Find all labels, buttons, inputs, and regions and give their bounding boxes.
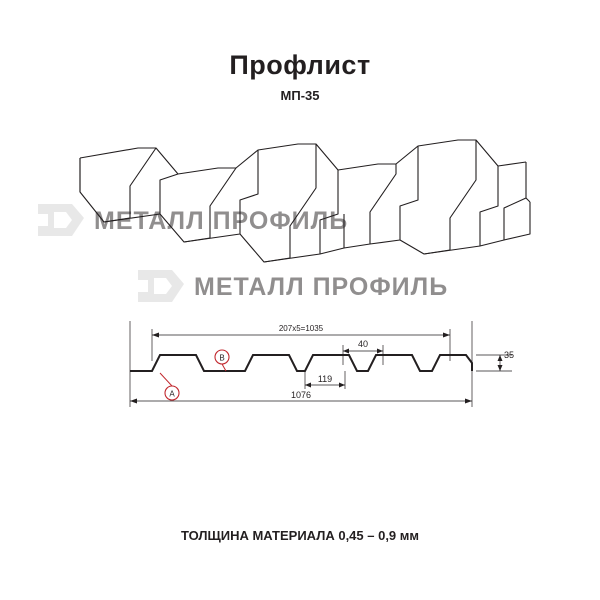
callout-a-leader	[160, 373, 172, 386]
product-code: МП-35	[280, 88, 320, 103]
watermark-logo-lower	[132, 262, 532, 318]
dim-rib-top: 40	[357, 339, 369, 349]
material-thickness-note: ТОЛЩИНА МАТЕРИАЛА 0,45 – 0,9 мм	[180, 528, 420, 543]
page-title: Профлист	[229, 50, 371, 80]
svg-text:МЕТАЛЛ ПРОФИЛЬ: МЕТАЛЛ ПРОФИЛЬ	[94, 207, 349, 235]
svg-text:МЕТАЛЛ ПРОФИЛЬ: МЕТАЛЛ ПРОФИЛЬ	[194, 273, 449, 301]
dim-valley: 119	[317, 374, 333, 384]
callout-b-leader	[222, 364, 226, 371]
cross-section-drawing	[100, 315, 520, 425]
dim-profile-height: 35	[504, 350, 515, 360]
dim-overall-width: 1076	[290, 390, 312, 400]
dim-pitch-total: 207х5=1035	[278, 324, 324, 333]
callout-b-label: B	[219, 353, 225, 363]
isometric-sheet-illustration	[60, 130, 540, 270]
callout-a-label: A	[169, 389, 175, 399]
